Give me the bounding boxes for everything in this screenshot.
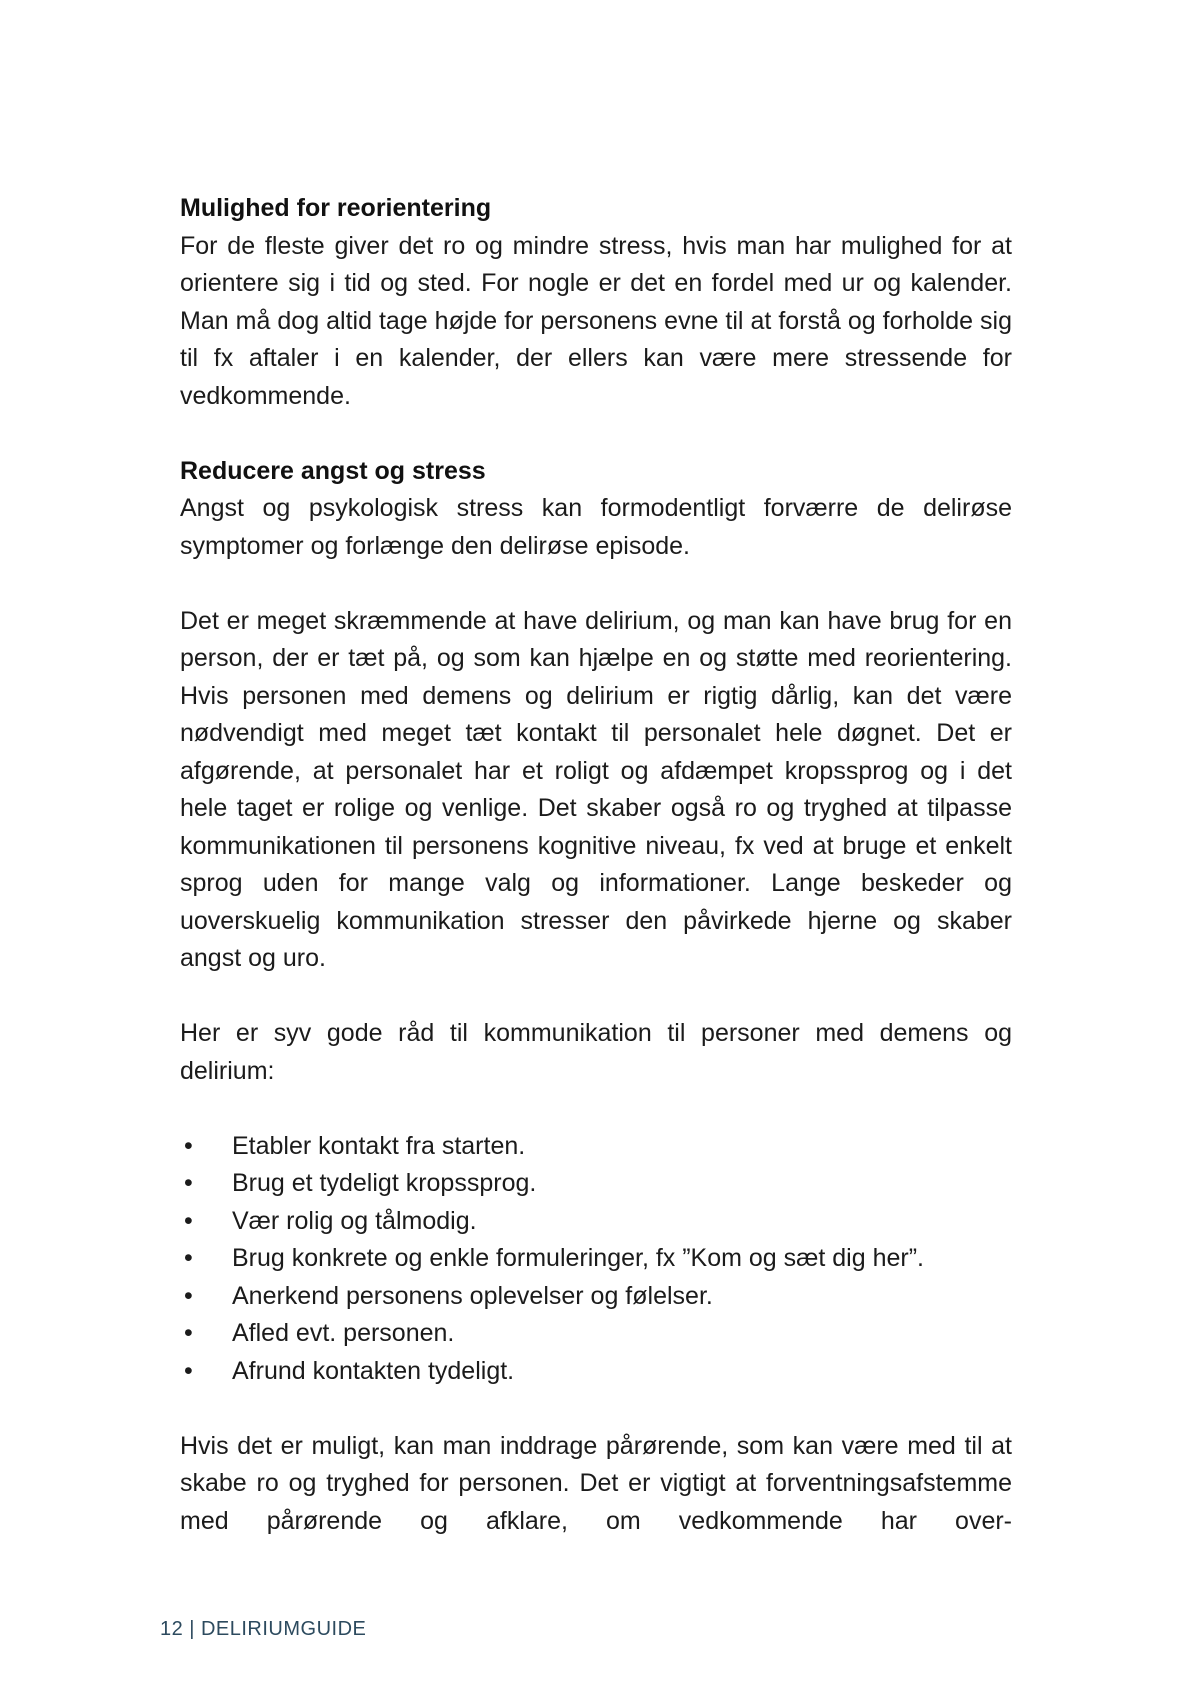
section-heading-reorientering: Mulighed for reorientering bbox=[180, 194, 492, 222]
page-footer bbox=[160, 1617, 366, 1641]
bullet-icon: • bbox=[184, 1169, 193, 1197]
spacer bbox=[180, 1390, 1012, 1428]
paragraph-angst: Angst og psykologisk stress kan formodentligt forværre de delirøse symptomer og forlænge den delirøse episode. bbox=[180, 494, 1012, 560]
page-number: 12 bbox=[160, 1618, 184, 1640]
advice-list bbox=[180, 1128, 1012, 1391]
bullet-icon: • bbox=[184, 1131, 193, 1160]
bullet-icon: • bbox=[184, 1356, 193, 1385]
list-item-text: Vær rolig og tålmodig. bbox=[232, 1206, 477, 1235]
spacer bbox=[180, 415, 1012, 453]
list-item-text: Brug konkrete og enkle formuleringer, fx ”Kom og sæt dig her”. bbox=[232, 1244, 924, 1272]
section-heading-angst: Reducere angst og stress bbox=[180, 456, 486, 485]
list-item-text: Anerkend personens oplevelser og følelser. bbox=[232, 1281, 713, 1310]
paragraph-advice-intro: Her er syv gode råd til kommunikation til personer med demens og delirium: bbox=[180, 1019, 1012, 1085]
bullet-icon: • bbox=[184, 1281, 193, 1310]
bullet-icon: • bbox=[184, 1319, 193, 1347]
paragraph-relatives: Hvis det er muligt, kan man inddrage pårørende, som kan være med til at skabe ro og tryghed for personen. Det er vigtigt at forventningsafstemme med pårørende og afklare, om vedkommende har over- bbox=[180, 1431, 1012, 1535]
footer-separator: | bbox=[189, 1618, 195, 1640]
paragraph-reorientering: For de fleste giver det ro og mindre stress, hvis man har mulighed for at orientere sig i tid og sted. For nogle er det en fordel med ur og kalender. Man må dog altid tage højde for personens evne til at forstå og forholde sig til fx aftaler i en kalender, der ellers kan være mere stressende for vedkommende. bbox=[180, 231, 1012, 410]
list-item bbox=[180, 1128, 1012, 1166]
bullet-icon: • bbox=[184, 1206, 193, 1235]
list-item-text: Afrund kontakten tydeligt. bbox=[232, 1356, 515, 1385]
list-item bbox=[180, 1165, 1012, 1203]
list-item bbox=[180, 1353, 1012, 1391]
list-item bbox=[180, 1240, 1012, 1278]
list-item bbox=[180, 1203, 1012, 1241]
spacer bbox=[180, 978, 1012, 1016]
bullet-icon: • bbox=[184, 1244, 193, 1272]
list-item-text: Afled evt. personen. bbox=[232, 1319, 455, 1347]
spacer bbox=[180, 565, 1012, 603]
list-item bbox=[180, 1278, 1012, 1316]
paragraph-delirium-support: Det er meget skræmmende at have delirium, og man kan have brug for en person, der er tæt på, og som kan hjælpe en og støtte med reorientering. Hvis personen med demens og delirium er rigtig dårlig, kan det være nødvendigt med meget tæt kontakt til personalet hele døgnet. Det er afgørende, at personalet har et roligt og afdæmpet kropssprog og i det hele taget er rolige og venlige. Det skaber også ro og tryghed at tilpasse kommunikationen til personens kognitive niveau, fx ved at bruge et enkelt sprog uden for mange valg og informationer. Lange beskeder og uoverskuelig kommunikation stresser den påvirkede hjerne og skaber angst og uro. bbox=[180, 606, 1012, 972]
list-item-text: Brug et tydeligt kropssprog. bbox=[232, 1169, 537, 1197]
list-item bbox=[180, 1315, 1012, 1353]
list-item-text: Etabler kontakt fra starten. bbox=[232, 1131, 526, 1160]
spacer bbox=[180, 1090, 1012, 1128]
footer-title: DELIRIUMGUIDE bbox=[200, 1618, 367, 1640]
page-content bbox=[180, 190, 1012, 1540]
